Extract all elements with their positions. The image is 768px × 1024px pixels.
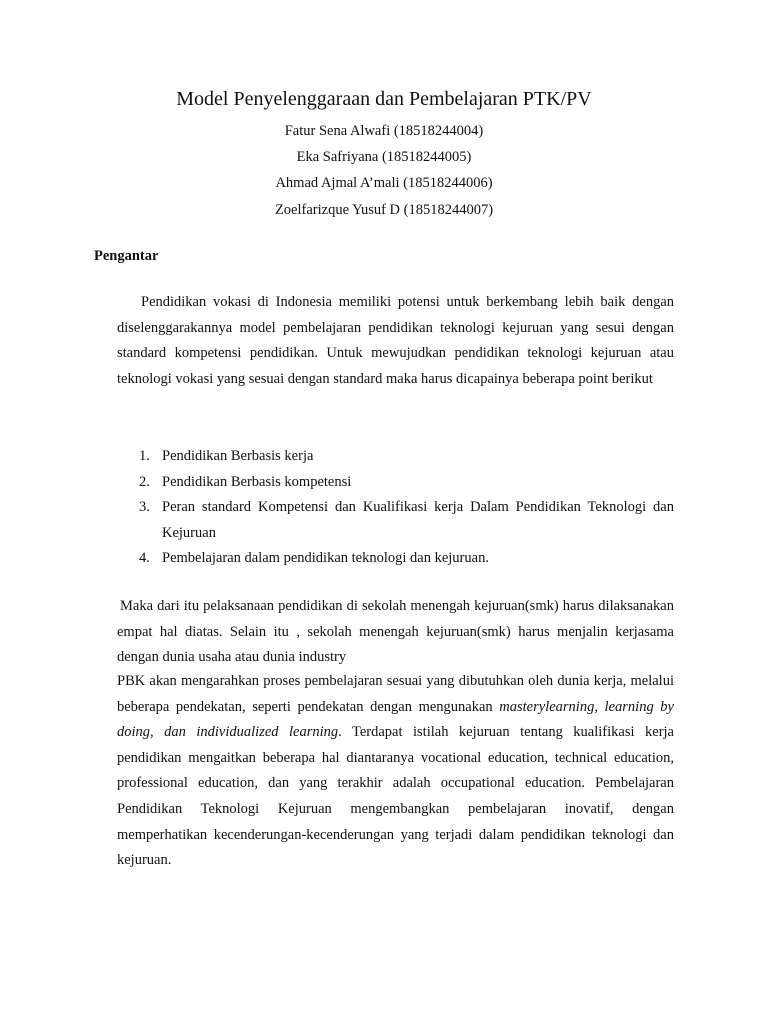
list-item-text: Pendidikan Berbasis kerja <box>162 448 314 464</box>
body-paragraph-3-part-1: PBK akan mengarahkan proses pembelajaran sesuai yang dibutuhkan oleh dunia kerja, melalui beberapa pendekatan, seperti pendekatan dengan mengunakan <box>117 673 674 715</box>
point-list <box>117 444 674 572</box>
list-item-number: 4. <box>139 550 150 567</box>
list-item <box>117 444 674 470</box>
author-list <box>0 118 768 223</box>
list-item-number: 3. <box>139 499 150 516</box>
list-item-number: 2. <box>139 473 150 490</box>
list-item-text: Pembelajaran dalam pendidikan teknologi dan kejuruan. <box>162 550 489 567</box>
body-paragraph-3-italic: masterylearning, learning by doing, dan individualized learning <box>117 698 674 741</box>
list-item-text: Peran standard Kompetensi dan Kualifikasi kerja Dalam Pendidikan Teknologi dan Kejuruan <box>162 499 674 541</box>
list-item <box>117 546 674 572</box>
list-item <box>117 470 674 496</box>
list-item-number: 1. <box>139 448 150 464</box>
body-paragraph-2-text: Maka dari itu pelaksanaan pendidikan di sekolah menengah kejuruan(smk) harus dilaksanakan empat hal diatas. Selain itu , sekolah menengah kejuruan(smk) harus menjalin kerjasama dengan dunia usaha atau dunia industry <box>117 598 674 666</box>
author-line: Ahmad Ajmal A’mali (18518244006) <box>275 175 493 192</box>
list-item-text: Pendidikan Berbasis kompetensi <box>162 473 352 490</box>
author-line: Eka Safriyana (18518244005) <box>296 149 472 166</box>
list-item <box>117 495 674 546</box>
author-line: Zoelfarizque Yusuf D (18518244007) <box>274 201 494 218</box>
body-paragraph-2 <box>117 594 674 671</box>
body-paragraph-3-part-2: . Terdapat istilah kejuruan tentang kualifikasi kerja pendidikan mengaitkan beberapa hal diantaranya vocational education, technical education, professional education, dan yang terakhir adalah occupational education. Pembelajaran Pendidikan Teknologi Kejuruan mengembangkan pembelajaran inovatif, dengan memperhatikan kecenderungan-kecenderungan yang terjadi dalam pendidikan teknologi dan kejuruan. <box>117 724 674 869</box>
author-line: Fatur Sena Alwafi (18518244004) <box>284 123 484 139</box>
section-heading: Pengantar <box>94 248 159 264</box>
intro-paragraph <box>117 290 674 392</box>
document-title: Model Penyelenggaraan dan Pembelajaran PTK/PV <box>176 88 592 110</box>
intro-paragraph-text: Pendidikan vokasi di Indonesia memiliki potensi untuk berkembang lebih baik dengan diselenggarakannya model pembelajaran pendidikan teknologi kejuruan yang sesui dengan standard kompetensi pendidikan. Untuk mewujudkan pendidikan teknologi kejuruan atau teknologi vokasi yang sesuai dengan standard maka harus dicapainya beberapa point berikut <box>117 294 674 387</box>
body-paragraph-3 <box>117 669 674 874</box>
